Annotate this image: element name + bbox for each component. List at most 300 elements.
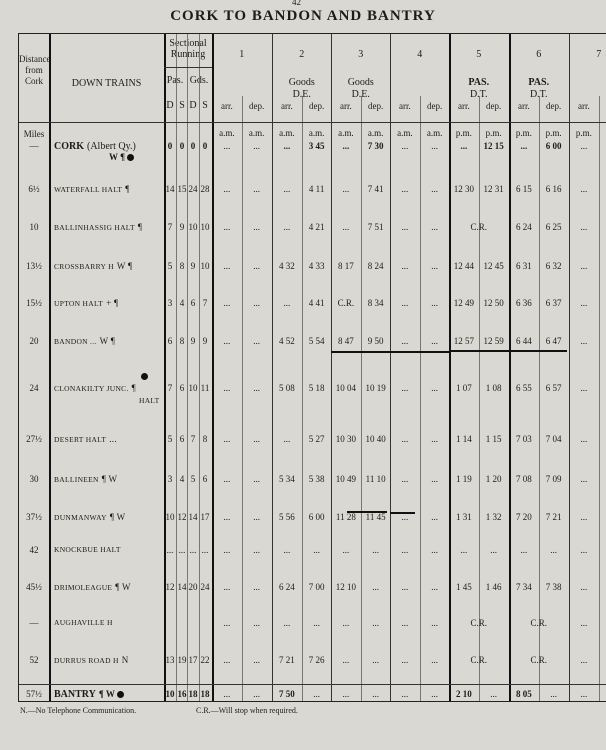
period-label: a.m. [219,128,235,138]
period-label: a.m. [367,128,384,138]
time-cell: ... [223,141,231,151]
time-cell: ... [372,582,379,592]
distance-cell: — [29,618,39,628]
time-cell: ... [253,298,260,308]
station-label: WATERFALL HALT [54,185,123,194]
train-number: 1 [239,49,245,60]
time-cell: 12 30 [453,184,474,194]
time-cell: C.R. [337,298,355,308]
time-cell: ... [223,222,231,232]
time-cell: ... [283,222,291,232]
time-cell: ... [313,618,320,628]
time-cell: ... [401,689,409,699]
time-cell: 1 07 [456,383,472,393]
distance-cell: — [29,141,39,151]
running-cell: 0 [202,141,208,151]
time-cell: ... [253,618,260,628]
time-cell: ... [223,655,231,665]
time-cell: ... [460,545,468,555]
train-number: 4 [417,49,423,60]
time-cell: ... [580,222,588,232]
time-cell: ... [431,655,438,665]
time-cell: 6 15 [516,184,532,194]
running-cell: 8 [202,434,208,444]
time-cell: 1 15 [485,434,502,444]
time-cell: ... [401,474,409,484]
time-cell: ... [401,512,409,522]
train-number: 3 [358,49,364,60]
running-cell: 10 [188,383,198,393]
period-label: p.m. [515,128,532,138]
running-cell: 10 [165,512,175,522]
station-name [54,689,124,700]
time-cell: ... [580,655,588,665]
time-cell: 7 30 [367,141,384,151]
time-cell: ... [401,261,409,271]
time-cell: C.R. [470,618,487,628]
time-cell: ... [372,545,379,555]
distance-cell: 13½ [26,261,42,271]
station-label: CROSSBARRY H [54,262,114,271]
sectional-running-header: Sectional Running [169,38,207,60]
time-cell: 6 36 [516,298,532,308]
time-cell: 4 32 [279,261,295,271]
station-label: BANTRY [54,689,96,700]
time-cell: 11 10 [365,474,386,484]
station-name [54,434,117,444]
time-cell: ... [223,383,231,393]
time-cell: ... [223,512,231,522]
time-cell: 1 31 [456,512,472,522]
time-cell: 1 08 [485,383,502,393]
time-cell: ... [431,336,438,346]
time-cell: 7 38 [545,582,562,592]
station-label: UPTON HALT [54,299,104,308]
time-cell: ... [253,434,260,444]
running-cell: 8 [179,336,185,346]
station-symbols: ¶ [131,383,137,393]
time-cell: ... [401,298,409,308]
legend-cr: C.R.—Will stop when required. [196,706,298,715]
time-cell: ... [550,689,557,699]
station-symbols: ¶ W [109,512,126,522]
running-cell: 15 [177,184,187,194]
running-cell: 3 [167,474,173,484]
station-label: DRIMOLEAGUE [54,583,113,592]
time-cell: ... [580,689,588,699]
time-cell: ... [223,545,231,555]
station-dot-icon [117,691,124,698]
train-sub: D.T. [529,89,548,100]
connection-underline [449,350,567,352]
time-cell: ... [342,184,350,194]
arr-header: arr. [518,101,530,111]
running-cell: 6 [167,336,173,346]
time-cell: 7 20 [516,512,532,522]
dep-header: dep. [309,101,325,111]
time-cell: 1 14 [456,434,472,444]
distance-header-text: Distance from Cork [19,54,51,86]
period-label: a.m. [338,128,354,138]
train-sub: D.T. [469,89,488,100]
time-cell: ... [253,512,260,522]
station-name [54,184,130,194]
distance-cell: 10 [29,222,39,232]
station-symbols: + ¶ [106,298,119,308]
time-cell: ... [401,222,409,232]
dep-header: dep. [368,101,384,111]
time-cell: ... [431,582,438,592]
dep-header: dep. [249,101,265,111]
time-cell: ... [372,689,379,699]
time-cell: C.R. [470,655,487,665]
station-name-line2: HALT [139,396,160,405]
time-cell: 2 10 [456,689,472,699]
time-cell: 10 04 [335,383,356,393]
time-cell: ... [313,689,320,699]
grid-vline-run [176,34,177,701]
time-cell: ... [431,184,438,194]
station-label: CLONAKILTY JUNC. [54,384,129,393]
station-label: DURRUS ROAD H [54,656,119,665]
running-cell: 9 [190,336,196,346]
station-symbols: W ¶ [109,152,125,162]
train-type: Goods [288,77,315,88]
period-label: a.m. [397,128,413,138]
time-cell: ... [253,184,260,194]
running-cell: 22 [200,655,210,665]
time-cell: ... [372,655,379,665]
dep-header: dep. [486,101,502,111]
time-cell: 6 37 [545,298,562,308]
distance-cell: 30 [29,474,39,484]
time-cell: ... [580,141,588,151]
grid-vline-run [187,34,188,701]
running-cell: 5 [167,261,173,271]
time-cell: ... [223,261,231,271]
arr-header: arr. [281,101,293,111]
time-cell: ... [253,261,260,271]
grid-vline [49,34,51,701]
time-cell: C.R. [530,655,547,665]
time-cell: ... [223,434,231,444]
time-cell: ... [372,618,379,628]
period-label: p.m. [575,128,592,138]
time-cell: 6 00 [545,141,562,151]
time-cell: ... [342,618,350,628]
time-cell: 6 24 [279,582,295,592]
time-cell: ... [283,184,291,194]
running-cell: 12 [177,512,187,522]
station-dot-icon [127,154,134,161]
time-cell: ... [342,655,350,665]
time-cell: 6 24 [516,222,532,232]
running-cell: 18 [200,689,210,699]
train-sub: D.E. [292,89,311,100]
time-cell: ... [342,545,350,555]
time-cell: ... [580,434,588,444]
legend-n: N.—No Telephone Communication. [20,706,137,715]
time-cell: 6 25 [545,222,562,232]
pas-header: Pas. [166,75,184,86]
period-label: a.m. [308,128,325,138]
station-name [54,383,136,393]
grid-vline-half [599,96,600,701]
running-cell: 5 [190,474,196,484]
time-cell: ... [223,618,231,628]
gds-header: Gds. [189,75,209,86]
header-rule [164,67,212,68]
time-cell: ... [401,655,409,665]
time-cell: ... [253,222,260,232]
station-symbols: ... [109,434,117,444]
running-cell: ... [178,545,186,555]
time-cell: ... [342,141,350,151]
time-cell: ... [490,689,497,699]
time-cell: 10 49 [335,474,356,484]
time-cell: 12 45 [483,261,504,271]
station-name [54,141,136,163]
arr-header: arr. [221,101,233,111]
running-cell: 6 [190,298,196,308]
running-cell: 20 [188,582,198,592]
time-cell: 8 34 [367,298,384,308]
train-number: 7 [596,49,602,60]
period-label: p.m. [485,128,502,138]
time-cell: ... [223,336,231,346]
time-cell: 3 45 [308,141,325,151]
station-name [54,618,113,627]
time-cell: ... [580,582,588,592]
time-cell: 7 34 [516,582,532,592]
running-cell: 19 [177,655,187,665]
time-cell: 4 33 [308,261,325,271]
time-cell: ... [283,298,291,308]
time-cell: 12 10 [335,582,356,592]
dep-header: dep. [546,101,562,111]
period-label: a.m. [426,128,443,138]
run-subheader: D [189,100,197,111]
station-symbols: W ¶ [99,336,116,346]
run-subheader: S [202,100,208,111]
train-number: 5 [476,49,482,60]
time-cell: 7 21 [279,655,295,665]
miles-header: Miles [23,129,45,139]
station-symbols: ¶ [125,184,130,194]
station-label: KNOCKBUE HALT [54,545,121,554]
running-cell: 17 [188,655,198,665]
running-cell: ... [189,545,197,555]
running-cell: 8 [179,261,185,271]
distance-cell: 45½ [26,582,42,592]
running-cell: 5 [167,434,173,444]
station-symbols: ¶ [137,222,143,232]
time-cell: ... [313,545,320,555]
time-cell: ... [223,689,231,699]
distance-cell: 42 [29,545,39,555]
running-cell: 4 [179,474,185,484]
time-cell: ... [401,434,409,444]
time-cell: 12 31 [483,184,504,194]
time-cell: ... [520,141,528,151]
time-cell: 7 50 [279,689,295,699]
time-cell: ... [580,336,588,346]
time-cell: 1 19 [456,474,472,484]
time-cell: ... [283,545,291,555]
station-symbols: ¶ W [115,582,131,592]
station-name [54,655,129,665]
running-cell: 7 [190,434,196,444]
running-cell: 0 [190,141,196,151]
grid-vline-run [199,34,200,701]
running-cell: 10 [200,222,210,232]
station-label: BANDON ... [54,337,97,346]
time-cell: 6 32 [545,261,562,271]
distance-cell: 24 [29,383,39,393]
time-cell: ... [253,689,260,699]
time-cell: ... [580,261,588,271]
time-cell: ... [550,545,557,555]
time-cell: ... [431,298,438,308]
distance-cell: 20 [29,336,39,346]
arr-header: arr. [340,101,352,111]
distance-cell: 6½ [28,184,40,194]
running-cell: 9 [202,336,208,346]
time-cell: 9 50 [367,336,384,346]
time-cell: 6 44 [516,336,532,346]
time-cell: ... [580,298,588,308]
time-cell: ... [580,545,588,555]
running-cell: 24 [200,582,210,592]
station-label: CORK [54,141,84,152]
down-trains-header: DOWN TRAINS [71,78,142,89]
station-label: BALLINHASSIG HALT [54,223,135,232]
time-cell: 12 50 [483,298,504,308]
time-cell: ... [431,261,438,271]
time-cell: 8 47 [338,336,354,346]
distance-cell: 15½ [26,298,42,308]
station-dot-icon [141,373,148,380]
time-cell: 6 16 [545,184,562,194]
station-name [54,261,132,271]
time-cell: 6 47 [545,336,562,346]
time-cell: ... [401,582,409,592]
distance-header [19,54,49,87]
time-cell: ... [580,184,588,194]
train-type: Goods [347,77,374,88]
time-cell: 11 45 [365,512,386,522]
running-cell: 0 [167,141,173,151]
time-cell: 10 40 [365,434,386,444]
time-cell: 7 51 [367,222,384,232]
time-cell: ... [580,618,588,628]
station-name [54,474,117,484]
time-cell: 7 04 [545,434,562,444]
running-cell: 10 [200,261,210,271]
time-cell: 6 31 [516,261,532,271]
run-subheader: S [179,100,185,111]
page-title: CORK TO BANDON AND BANTRY [170,8,436,24]
time-cell: ... [490,545,497,555]
period-label: a.m. [248,128,265,138]
train-number: 2 [299,49,305,60]
time-cell: ... [520,545,528,555]
time-cell: ... [253,655,260,665]
running-cell: 7 [202,298,208,308]
running-cell: 6 [179,434,185,444]
station-label: AUGHAVILLE H [54,618,113,627]
time-cell: 4 11 [308,184,325,194]
time-cell: 1 45 [456,582,472,592]
period-label: p.m. [545,128,562,138]
time-cell: 1 32 [485,512,502,522]
time-cell: 7 03 [516,434,532,444]
running-cell: 7 [167,222,173,232]
station-symbols: W ¶ [116,261,133,271]
train-sub: D.E. [351,89,370,100]
time-cell: 8 17 [338,261,354,271]
arr-header: arr. [578,101,590,111]
station-name [54,298,118,308]
running-cell: 14 [188,512,198,522]
time-cell: ... [431,141,438,151]
time-cell: 5 34 [279,474,295,484]
time-cell: ... [253,582,260,592]
running-cell: 18 [188,689,198,699]
page-number: 42 [292,0,301,7]
time-cell: ... [431,222,438,232]
station-symbols: ¶ W [98,689,115,699]
time-cell: 1 20 [485,474,502,484]
station-extra: (Albert Qy.) [87,141,136,152]
time-cell: 10 19 [365,383,386,393]
time-cell: ... [460,141,468,151]
time-cell: ... [253,545,260,555]
time-cell: ... [342,689,350,699]
time-cell: ... [580,512,588,522]
time-cell: 10 30 [335,434,356,444]
time-cell: ... [580,474,588,484]
running-cell: ... [201,545,209,555]
time-cell: 5 54 [308,336,325,346]
time-cell: 12 57 [453,336,474,346]
time-cell: ... [401,141,409,151]
running-cell: 6 [179,383,185,393]
time-cell: ... [431,545,438,555]
station-label: DESERT HALT [54,435,107,444]
station-label: DUNMANWAY [54,513,107,522]
station-name [54,222,142,232]
time-cell: ... [580,383,588,393]
time-cell: 4 52 [279,336,295,346]
time-cell: 5 18 [308,383,325,393]
running-cell: 10 [165,689,175,699]
time-cell: 12 49 [453,298,474,308]
grid-vline [164,34,166,701]
time-cell: ... [223,582,231,592]
station-label: BALLINEEN [54,475,99,484]
time-cell: 6 00 [308,512,325,522]
time-cell: ... [401,545,409,555]
running-cell: 28 [200,184,210,194]
station-symbols: N [121,655,129,665]
train-type: PAS. [528,77,550,88]
time-cell: ... [431,512,438,522]
time-cell: ... [431,689,438,699]
running-cell: ... [166,545,174,555]
connection-underline [347,511,387,513]
connection-underline [390,512,415,514]
